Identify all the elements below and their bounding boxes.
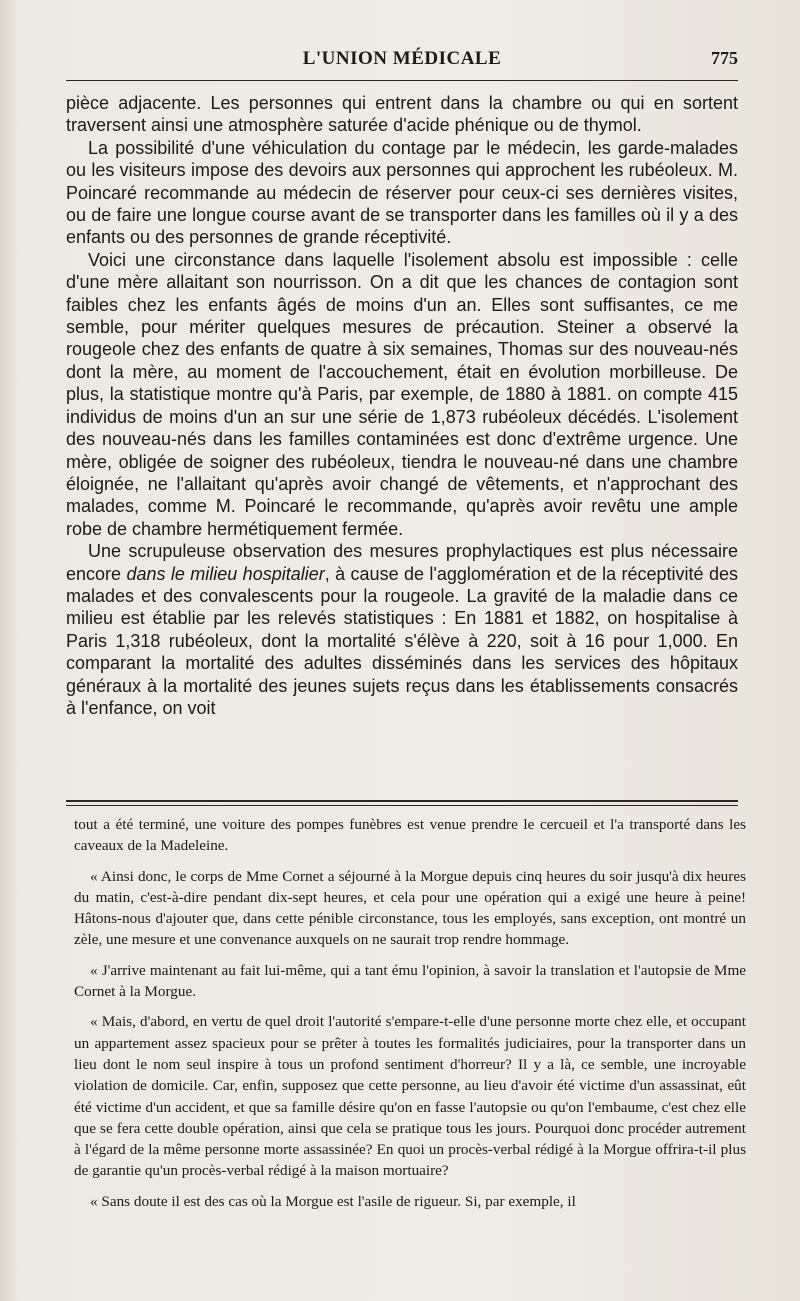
header-rule (66, 80, 738, 81)
note-paragraph-3: « J'arrive maintenant au fait lui-même, qui a tant ému l'opinion, à savoir la translation et l'autopsie de Mme Cornet à la Morgue. (74, 961, 746, 1001)
p4-text-start: Une scrupuleuse observation des mesures prophylactiques est plus nécessaire encore (66, 541, 738, 584)
footnote-text (74, 814, 746, 1212)
main-paragraph-2: La possibilité d'une véhiculation du contage par le médecin, les garde-malades ou les visiteurs impose des devoirs aux personnes qui approchent les rubéoleux. M. Poincaré recommande au médecin de réserver pour ceux-ci ses dernières visites, ou de faire une longue course avant de se transporter dans les familles où il y a des enfants ou des personnes de grande réceptivité. (66, 137, 738, 248)
note-paragraph-2: « Ainsi donc, le corps de Mme Cornet a séjourné à la Morgue depuis cinq heures du soir jusqu'à dix heures du matin, c'est-à-dire pendant dix-sept heures, et cela pour une opération qui a exigé une heure à peine! Hâtons-nous d'ajouter que, dans cette pénible circonstance, tous les employés, sans exception, ont montré un zèle, une mesure et une convenance auxquels on ne saurait trop rendre hommage. (74, 867, 746, 949)
page-number: 775 (711, 48, 738, 68)
running-header (66, 48, 738, 72)
main-text (66, 92, 738, 719)
main-paragraph-1: pièce adjacente. Les personnes qui entrent dans la chambre ou qui en sortent traversent ainsi une atmosphère saturée d'acide phénique ou de thymol. (66, 93, 738, 136)
main-paragraph-3: Voici une circonstance dans laquelle l'isolement absolu est impossible : celle d'une mère allaitant son nourrisson. On a dit que les chances de contagion sont faibles chez les enfants âgés de moins d'un an. Elles sont suffisantes, ce me semble, pour mériter quelques mesures de précaution. Steiner a observé la rougeole chez des enfants de quatre à six semaines, Thomas sur des nouveau-nés dont la mère, au moment de l'accouchement, était en évolution morbilleuse. De plus, la statistique montre qu'à Paris, par exemple, de 1880 à 1881. on compte 415 individus de moins d'un an sur une série de 1,873 rubéoleux décédés. L'isolement des nouveau-nés dans les familles contaminées est donc d'extrême urgence. Une mère, obligée de soigner des rubéoleux, tiendra le nouveau-né dans une chambre éloignée, ne l'allaitant qu'après avoir changé de vêtements, et n'approchant des malades, comme M. Poincaré le recommande, qu'après avoir revêtu une ample robe de chambre hermétiquement fermée. (66, 249, 738, 539)
p4-italic-phrase: dans le milieu hospitalier (126, 563, 325, 584)
p4-text-end: , à cause de l'agglomération et de la réceptivité des malades et des convalescents pour la rougeole. La gravité de la maladie dans ce milieu est établie par les relevés statistiques : En 1881 et 1882, on hospitalise à Paris 1,318 rubéoleux, dont la mortalité s'élève à 220, soit à 16 pour 1,000. En comparant la mortalité des adultes disséminés dans les services des hôpitaux généraux à la mortalité des jeunes sujets reçus dans les établissements consacrés à l'enfance, on voit (66, 563, 738, 718)
note-paragraph-5: « Sans doute il est des cas où la Morgue est l'asile de rigueur. Si, par exemple, il (90, 1192, 576, 1210)
note-paragraph-4: « Mais, d'abord, en vertu de quel droit l'autorité s'empare-t-elle d'une personne morte chez elle, et occupant un appartement assez spacieux pour se prêter à toutes les formalités judiciaires, pour la transporter dans un lieu dont le nom seul inspire à tous un profond sentiment d'horreur? Il y a là, ce semble, une incroyable violation de domicile. Car, enfin, supposez que cette personne, au lieu d'avoir été victime d'un assassinat, eût été victime d'un accident, et que sa famille désire qu'on en fasse l'autopsie ou qu'on l'embaume, c'est chez elle que se fera cette double opération, ainsi que cela se pratique tous les jours. Pourquoi donc procéder autrement à l'égard de la même personne morte assassinée? En quoi un procès-verbal rédigé à la Morgue offrira-t-il plus de garantie qu'un procès-verbal rédigé à la maison mortuaire? (74, 1013, 746, 1180)
footnote-separator (66, 800, 738, 806)
main-paragraph-4 (66, 540, 738, 719)
journal-title: L'UNION MÉDICALE (302, 48, 502, 69)
note-paragraph-1: tout a été terminé, une voiture des pompes funèbres est venue prendre le cercueil et l'a transporté dans les caveaux de la Madeleine. (74, 816, 746, 855)
